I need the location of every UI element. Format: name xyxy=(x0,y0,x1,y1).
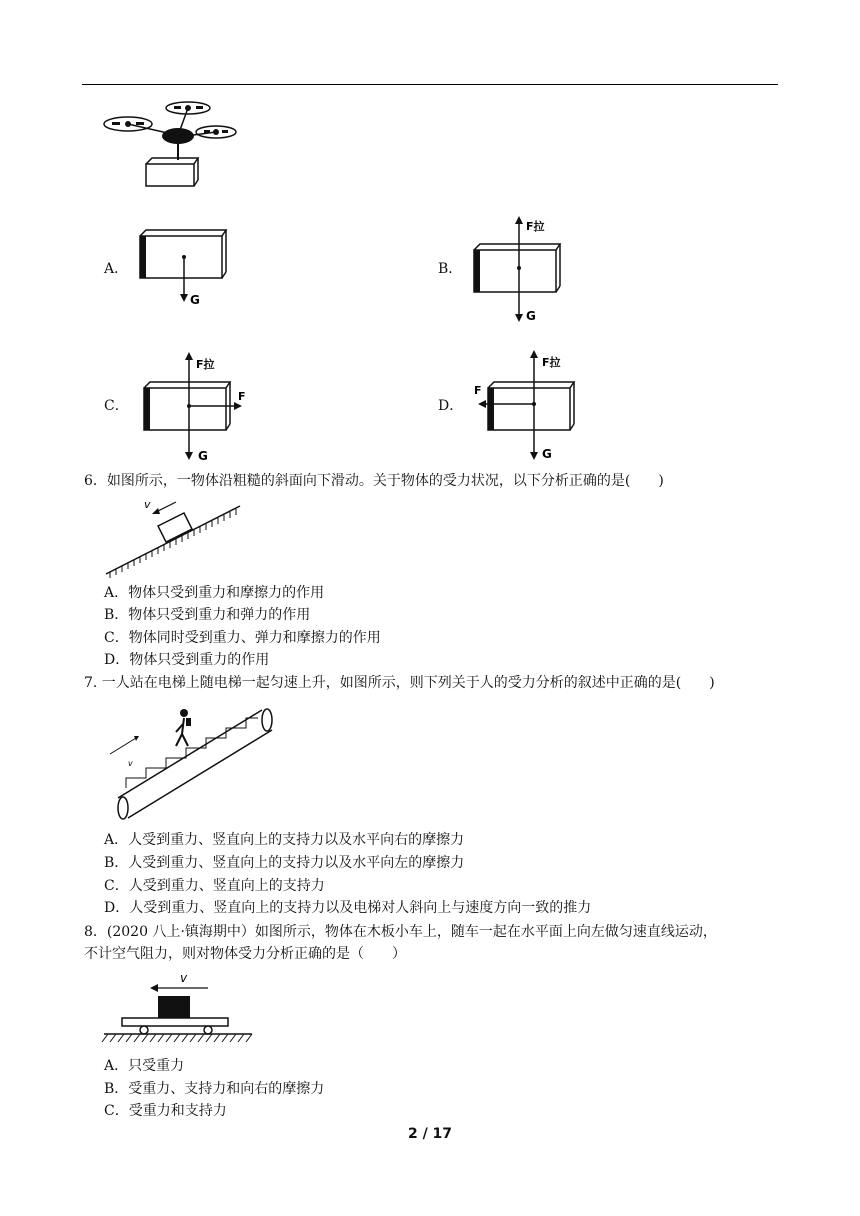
q5-option-c-figure xyxy=(136,348,260,464)
q5-b-label-g: G xyxy=(526,309,536,323)
q5-c-label-f: F xyxy=(238,390,246,403)
q5-d-label-f: F xyxy=(474,384,482,397)
header-rule xyxy=(82,84,778,85)
q5-d-label-g: G xyxy=(542,447,552,461)
q5-option-c-label: C． xyxy=(104,398,129,414)
q7-figure-v: v xyxy=(128,759,133,768)
q8-option-c: C．受重力和支持力 xyxy=(104,1103,227,1119)
q7-option-a: A．人受到重力、竖直向上的支持力以及水平向右的摩擦力 xyxy=(104,832,465,848)
q7-option-d: D．人受到重力、竖直向上的支持力以及电梯对人斜向上与速度方向一致的推力 xyxy=(104,900,592,916)
q8-cart-figure xyxy=(100,972,260,1048)
q5-b-label-fpull: F拉 xyxy=(526,220,545,233)
q6-option-a: A．物体只受到重力和摩擦力的作用 xyxy=(104,585,325,601)
q7-stem: 7. 一人站在电梯上随电梯一起匀速上升，如图所示，则下列关于人的受力分析的叙述中正确的是( ) xyxy=(84,675,715,691)
q6-stem: 6．如图所示，一物体沿粗糙的斜面向下滑动。关于物体的受力状况，以下分析正确的是( ) xyxy=(84,473,664,489)
q6-incline-figure xyxy=(100,496,248,582)
q8-figure-v: v xyxy=(180,972,188,985)
q5-option-a-label: A． xyxy=(104,261,129,277)
page-number: 2 / 17 xyxy=(407,1126,453,1142)
q7-option-c: C．人受到重力、竖直向上的支持力 xyxy=(104,878,325,894)
q7-option-b: B．人受到重力、竖直向上的支持力以及水平向左的摩擦力 xyxy=(104,855,465,871)
q8-stem-line1: 8．(2020 八上·镇海期中）如图所示，物体在木板小车上，随车一起在水平面上向左做匀速直线运动， xyxy=(84,924,717,940)
q5-option-b-figure xyxy=(466,212,576,324)
q5-a-label-g: G xyxy=(190,293,200,307)
q5-c-label-fpull: F拉 xyxy=(196,358,215,371)
q6-option-b: B．物体只受到重力和弹力的作用 xyxy=(104,607,311,623)
q8-option-b: B．受重力、支持力和向右的摩擦力 xyxy=(104,1081,325,1097)
q8-stem-line2: 不计空气阻力，则对物体受力分析正确的是（ ） xyxy=(84,946,406,962)
q5-c-label-g: G xyxy=(198,449,208,463)
q5-option-a-figure xyxy=(126,222,236,312)
q8-option-a: A．只受重力 xyxy=(104,1058,185,1074)
q5-option-d-figure xyxy=(470,346,594,464)
q5-option-b-label: B． xyxy=(438,261,463,277)
q6-figure-v: v xyxy=(144,498,151,511)
drone-figure xyxy=(100,96,240,192)
q7-escalator-figure xyxy=(104,704,284,826)
q5-option-d-label: D． xyxy=(438,398,464,414)
q5-d-label-fpull: F拉 xyxy=(542,356,561,369)
q6-option-d: D．物体只受到重力的作用 xyxy=(104,652,270,668)
q6-option-c: C．物体同时受到重力、弹力和摩擦力的作用 xyxy=(104,630,381,646)
